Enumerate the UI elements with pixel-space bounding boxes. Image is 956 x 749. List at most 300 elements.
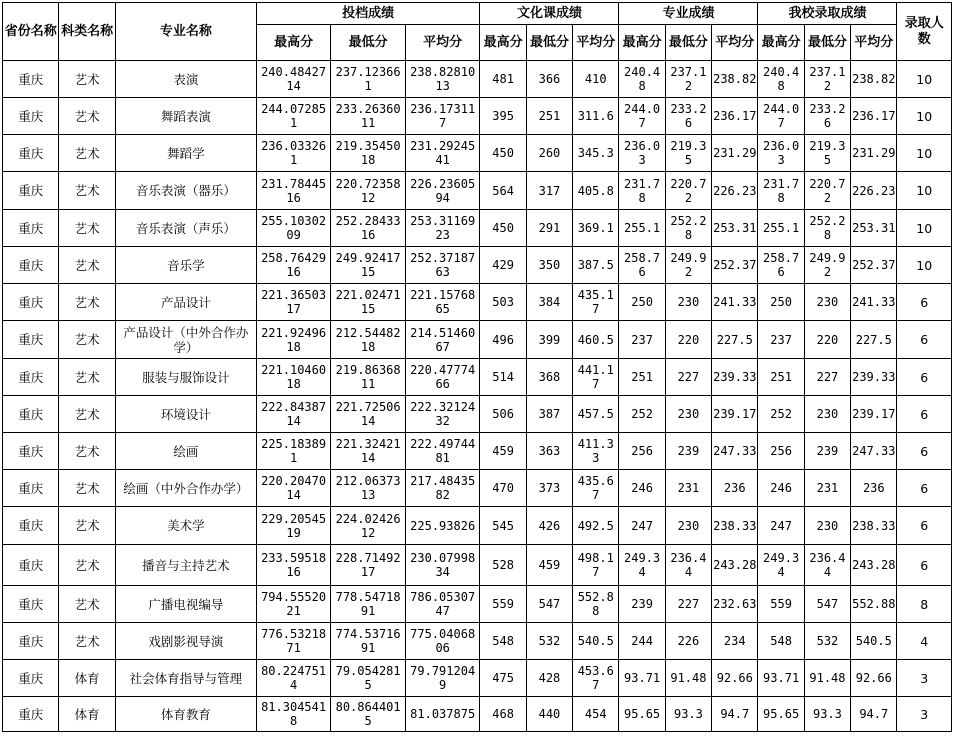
cell-culture-max: 548 (480, 623, 526, 660)
cell-major-max: 251 (619, 359, 665, 396)
cell-admit-min: 91.48 (804, 660, 850, 697)
cell-major-max: 244 (619, 623, 665, 660)
cell-admit-avg: 238.82 (851, 61, 897, 98)
header-toufang-max: 最高分 (256, 25, 331, 61)
cell-admit-avg: 92.66 (851, 660, 897, 697)
cell-admit-max: 251 (758, 359, 804, 396)
table-row (3, 507, 952, 545)
cell-toufang-avg: 81.037875 (405, 697, 480, 732)
cell-toufang-max: 221.9249618 (256, 321, 331, 359)
cell-toufang-max: 258.7642916 (256, 247, 331, 284)
cell-major-min: 239 (665, 433, 711, 470)
cell-toufang-max: 220.2047014 (256, 470, 331, 507)
cell-culture-max: 450 (480, 210, 526, 247)
cell-admit-avg: 236.17 (851, 98, 897, 135)
cell-major-min: 219.35 (665, 135, 711, 172)
cell-admit-max: 258.76 (758, 247, 804, 284)
cell-major-min: 237.12 (665, 61, 711, 98)
cell-toufang-avg: 79.7912049 (405, 660, 480, 697)
admission-score-table (2, 2, 952, 732)
cell-toufang-max: 236.033261 (256, 135, 331, 172)
cell-major-min: 230 (665, 284, 711, 321)
table-row (3, 433, 952, 470)
cell-count: 3 (897, 697, 952, 732)
cell-admit-min: 239 (804, 433, 850, 470)
cell-admit-min: 252.28 (804, 210, 850, 247)
header-admit-max: 最高分 (758, 25, 804, 61)
header-major: 专业名称 (115, 3, 256, 61)
cell-toufang-min: 212.0637313 (331, 470, 406, 507)
cell-admit-min: 233.26 (804, 98, 850, 135)
cell-toufang-min: 228.7149217 (331, 545, 406, 586)
header-admit-avg: 平均分 (851, 25, 897, 61)
cell-toufang-max: 80.2247514 (256, 660, 331, 697)
cell-category: 艺术 (59, 321, 115, 359)
table-row (3, 470, 952, 507)
cell-major: 服装与服饰设计 (115, 359, 256, 396)
cell-culture-max: 459 (480, 433, 526, 470)
cell-major-max: 236.03 (619, 135, 665, 172)
cell-admit-avg: 227.5 (851, 321, 897, 359)
table-row (3, 61, 952, 98)
header-culture-min: 最低分 (526, 25, 572, 61)
cell-culture-avg: 369.1 (573, 210, 619, 247)
cell-major: 戏剧影视导演 (115, 623, 256, 660)
cell-admit-min: 236.44 (804, 545, 850, 586)
cell-count: 6 (897, 359, 952, 396)
cell-admit-max: 559 (758, 586, 804, 623)
cell-toufang-avg: 786.0530747 (405, 586, 480, 623)
header-group-admit: 我校录取成绩 (758, 3, 897, 25)
cell-culture-max: 503 (480, 284, 526, 321)
cell-major-avg: 252.37 (712, 247, 758, 284)
cell-culture-avg: 435.67 (573, 470, 619, 507)
cell-admit-avg: 247.33 (851, 433, 897, 470)
cell-major-max: 249.34 (619, 545, 665, 586)
cell-toufang-min: 224.0242612 (331, 507, 406, 545)
table-row (3, 210, 952, 247)
cell-major-max: 239 (619, 586, 665, 623)
cell-culture-max: 564 (480, 172, 526, 210)
cell-category: 艺术 (59, 210, 115, 247)
cell-admit-min: 532 (804, 623, 850, 660)
cell-culture-avg: 405.8 (573, 172, 619, 210)
header-major-min: 最低分 (665, 25, 711, 61)
cell-admit-max: 237 (758, 321, 804, 359)
cell-major-avg: 238.82 (712, 61, 758, 98)
cell-major-min: 231 (665, 470, 711, 507)
cell-toufang-avg: 217.4843582 (405, 470, 480, 507)
cell-admit-avg: 241.33 (851, 284, 897, 321)
cell-count: 10 (897, 210, 952, 247)
cell-major-min: 220 (665, 321, 711, 359)
cell-count: 10 (897, 98, 952, 135)
cell-culture-min: 363 (526, 433, 572, 470)
cell-admit-avg: 540.5 (851, 623, 897, 660)
cell-major: 播音与主持艺术 (115, 545, 256, 586)
cell-major-min: 227 (665, 359, 711, 396)
cell-toufang-min: 80.8644015 (331, 697, 406, 732)
cell-culture-min: 440 (526, 697, 572, 732)
cell-culture-avg: 441.17 (573, 359, 619, 396)
cell-admit-max: 247 (758, 507, 804, 545)
cell-culture-max: 559 (480, 586, 526, 623)
cell-toufang-avg: 222.3212432 (405, 396, 480, 433)
cell-toufang-min: 249.9241715 (331, 247, 406, 284)
cell-admit-min: 93.3 (804, 697, 850, 732)
cell-category: 艺术 (59, 507, 115, 545)
cell-province: 重庆 (3, 623, 59, 660)
cell-count: 6 (897, 321, 952, 359)
table-row (3, 660, 952, 697)
cell-toufang-avg: 253.3116923 (405, 210, 480, 247)
cell-admit-min: 230 (804, 507, 850, 545)
cell-major-max: 244.07 (619, 98, 665, 135)
cell-culture-avg: 345.3 (573, 135, 619, 172)
cell-toufang-max: 231.7844516 (256, 172, 331, 210)
cell-toufang-max: 222.8438714 (256, 396, 331, 433)
cell-province: 重庆 (3, 586, 59, 623)
cell-major: 绘画 (115, 433, 256, 470)
cell-admit-min: 249.92 (804, 247, 850, 284)
cell-admit-min: 237.12 (804, 61, 850, 98)
cell-major-min: 220.72 (665, 172, 711, 210)
cell-category: 艺术 (59, 470, 115, 507)
cell-toufang-avg: 252.3718763 (405, 247, 480, 284)
cell-culture-max: 475 (480, 660, 526, 697)
cell-major-max: 256 (619, 433, 665, 470)
cell-toufang-min: 221.3242114 (331, 433, 406, 470)
cell-admit-max: 249.34 (758, 545, 804, 586)
cell-count: 10 (897, 247, 952, 284)
header-major-max: 最高分 (619, 25, 665, 61)
cell-major: 舞蹈学 (115, 135, 256, 172)
cell-culture-max: 395 (480, 98, 526, 135)
cell-category: 艺术 (59, 172, 115, 210)
cell-toufang-avg: 222.4974481 (405, 433, 480, 470)
cell-culture-min: 368 (526, 359, 572, 396)
cell-major-max: 250 (619, 284, 665, 321)
cell-toufang-max: 240.4842714 (256, 61, 331, 98)
cell-culture-min: 399 (526, 321, 572, 359)
table-row (3, 98, 952, 135)
cell-count: 6 (897, 284, 952, 321)
cell-admit-max: 250 (758, 284, 804, 321)
cell-toufang-avg: 230.0799834 (405, 545, 480, 586)
cell-admit-avg: 226.23 (851, 172, 897, 210)
cell-major-min: 236.44 (665, 545, 711, 586)
cell-category: 艺术 (59, 359, 115, 396)
cell-culture-max: 468 (480, 697, 526, 732)
cell-toufang-max: 776.5321871 (256, 623, 331, 660)
cell-major-avg: 94.7 (712, 697, 758, 732)
cell-toufang-avg: 220.4777466 (405, 359, 480, 396)
cell-major-min: 227 (665, 586, 711, 623)
cell-culture-max: 429 (480, 247, 526, 284)
cell-category: 艺术 (59, 545, 115, 586)
cell-culture-min: 373 (526, 470, 572, 507)
table-row (3, 697, 952, 732)
cell-major: 表演 (115, 61, 256, 98)
cell-province: 重庆 (3, 321, 59, 359)
cell-culture-max: 470 (480, 470, 526, 507)
cell-toufang-min: 237.123661 (331, 61, 406, 98)
cell-culture-avg: 411.33 (573, 433, 619, 470)
cell-category: 体育 (59, 660, 115, 697)
cell-major-max: 231.78 (619, 172, 665, 210)
cell-province: 重庆 (3, 433, 59, 470)
cell-major-max: 95.65 (619, 697, 665, 732)
cell-toufang-min: 79.0542815 (331, 660, 406, 697)
cell-major-avg: 227.5 (712, 321, 758, 359)
cell-culture-min: 291 (526, 210, 572, 247)
cell-province: 重庆 (3, 470, 59, 507)
cell-culture-min: 317 (526, 172, 572, 210)
cell-count: 10 (897, 61, 952, 98)
cell-major: 美术学 (115, 507, 256, 545)
cell-major-max: 246 (619, 470, 665, 507)
cell-admit-max: 231.78 (758, 172, 804, 210)
cell-major-max: 247 (619, 507, 665, 545)
cell-major-avg: 236.17 (712, 98, 758, 135)
cell-toufang-min: 252.2843316 (331, 210, 406, 247)
cell-culture-max: 514 (480, 359, 526, 396)
cell-toufang-avg: 225.93826 (405, 507, 480, 545)
cell-culture-avg: 552.88 (573, 586, 619, 623)
cell-culture-avg: 492.5 (573, 507, 619, 545)
cell-major: 体育教育 (115, 697, 256, 732)
cell-category: 艺术 (59, 433, 115, 470)
cell-toufang-min: 220.7235812 (331, 172, 406, 210)
cell-toufang-avg: 236.173117 (405, 98, 480, 135)
cell-toufang-max: 225.183891 (256, 433, 331, 470)
cell-province: 重庆 (3, 359, 59, 396)
cell-admit-max: 236.03 (758, 135, 804, 172)
cell-major-max: 252 (619, 396, 665, 433)
cell-toufang-min: 774.5371691 (331, 623, 406, 660)
cell-major-max: 240.48 (619, 61, 665, 98)
cell-count: 6 (897, 433, 952, 470)
cell-admit-avg: 231.29 (851, 135, 897, 172)
table-row (3, 284, 952, 321)
cell-admit-min: 230 (804, 284, 850, 321)
cell-province: 重庆 (3, 210, 59, 247)
cell-province: 重庆 (3, 697, 59, 732)
cell-major-avg: 239.33 (712, 359, 758, 396)
table-row (3, 172, 952, 210)
cell-culture-avg: 460.5 (573, 321, 619, 359)
cell-major-avg: 241.33 (712, 284, 758, 321)
cell-province: 重庆 (3, 660, 59, 697)
cell-province: 重庆 (3, 135, 59, 172)
cell-category: 艺术 (59, 247, 115, 284)
cell-admit-max: 252 (758, 396, 804, 433)
cell-admit-min: 230 (804, 396, 850, 433)
cell-count: 4 (897, 623, 952, 660)
cell-admit-max: 246 (758, 470, 804, 507)
cell-major-avg: 232.63 (712, 586, 758, 623)
cell-major-avg: 243.28 (712, 545, 758, 586)
table-row (3, 586, 952, 623)
cell-major-max: 93.71 (619, 660, 665, 697)
cell-category: 艺术 (59, 586, 115, 623)
cell-culture-min: 547 (526, 586, 572, 623)
header-group-toufang: 投档成绩 (256, 3, 480, 25)
header-toufang-min: 最低分 (331, 25, 406, 61)
cell-count: 10 (897, 172, 952, 210)
cell-culture-avg: 540.5 (573, 623, 619, 660)
cell-category: 艺术 (59, 135, 115, 172)
cell-major: 音乐学 (115, 247, 256, 284)
cell-toufang-avg: 775.0406806 (405, 623, 480, 660)
cell-major: 产品设计（中外合作办学） (115, 321, 256, 359)
cell-toufang-avg: 221.1576865 (405, 284, 480, 321)
cell-category: 艺术 (59, 61, 115, 98)
cell-major-avg: 236 (712, 470, 758, 507)
table-row (3, 545, 952, 586)
cell-toufang-min: 212.5448218 (331, 321, 406, 359)
cell-admit-min: 220 (804, 321, 850, 359)
cell-culture-avg: 498.17 (573, 545, 619, 586)
cell-culture-max: 545 (480, 507, 526, 545)
cell-major-min: 230 (665, 507, 711, 545)
cell-count: 3 (897, 660, 952, 697)
header-group-major: 专业成绩 (619, 3, 758, 25)
cell-admit-avg: 243.28 (851, 545, 897, 586)
cell-province: 重庆 (3, 396, 59, 433)
cell-major: 社会体育指导与管理 (115, 660, 256, 697)
cell-toufang-max: 81.3045418 (256, 697, 331, 732)
cell-major-max: 237 (619, 321, 665, 359)
cell-culture-min: 260 (526, 135, 572, 172)
cell-culture-min: 459 (526, 545, 572, 586)
table-body (3, 61, 952, 732)
cell-toufang-min: 221.0247115 (331, 284, 406, 321)
cell-toufang-max: 229.2054519 (256, 507, 331, 545)
cell-culture-avg: 435.17 (573, 284, 619, 321)
cell-culture-min: 366 (526, 61, 572, 98)
cell-toufang-max: 221.1046018 (256, 359, 331, 396)
cell-toufang-max: 221.3650317 (256, 284, 331, 321)
cell-count: 8 (897, 586, 952, 623)
cell-major-min: 252.28 (665, 210, 711, 247)
cell-toufang-min: 233.2636011 (331, 98, 406, 135)
cell-culture-min: 251 (526, 98, 572, 135)
cell-toufang-min: 778.5471891 (331, 586, 406, 623)
cell-major-min: 226 (665, 623, 711, 660)
header-toufang-avg: 平均分 (405, 25, 480, 61)
cell-culture-max: 528 (480, 545, 526, 586)
cell-major-avg: 247.33 (712, 433, 758, 470)
cell-major: 舞蹈表演 (115, 98, 256, 135)
cell-category: 艺术 (59, 396, 115, 433)
cell-count: 6 (897, 545, 952, 586)
cell-major: 绘画（中外合作办学） (115, 470, 256, 507)
cell-culture-min: 532 (526, 623, 572, 660)
cell-admit-avg: 94.7 (851, 697, 897, 732)
cell-toufang-avg: 214.5146067 (405, 321, 480, 359)
cell-major-min: 249.92 (665, 247, 711, 284)
table-row (3, 321, 952, 359)
header-major-avg: 平均分 (712, 25, 758, 61)
cell-major-avg: 234 (712, 623, 758, 660)
cell-culture-min: 384 (526, 284, 572, 321)
header-category: 科类名称 (59, 3, 115, 61)
cell-count: 6 (897, 507, 952, 545)
cell-major-min: 93.3 (665, 697, 711, 732)
cell-culture-max: 450 (480, 135, 526, 172)
cell-count: 6 (897, 396, 952, 433)
cell-culture-avg: 410 (573, 61, 619, 98)
cell-admit-max: 548 (758, 623, 804, 660)
cell-toufang-max: 794.5552021 (256, 586, 331, 623)
cell-admit-avg: 239.17 (851, 396, 897, 433)
cell-admit-avg: 236 (851, 470, 897, 507)
table-row (3, 396, 952, 433)
table-row (3, 623, 952, 660)
cell-toufang-avg: 231.2924541 (405, 135, 480, 172)
header-admit-min: 最低分 (804, 25, 850, 61)
cell-count: 10 (897, 135, 952, 172)
cell-toufang-max: 233.5951816 (256, 545, 331, 586)
cell-major-avg: 231.29 (712, 135, 758, 172)
header-culture-avg: 平均分 (573, 25, 619, 61)
cell-culture-max: 481 (480, 61, 526, 98)
cell-major: 产品设计 (115, 284, 256, 321)
cell-toufang-min: 221.7250614 (331, 396, 406, 433)
cell-major: 环境设计 (115, 396, 256, 433)
cell-culture-min: 426 (526, 507, 572, 545)
cell-major-min: 230 (665, 396, 711, 433)
cell-admit-max: 95.65 (758, 697, 804, 732)
cell-admit-min: 547 (804, 586, 850, 623)
cell-admit-avg: 238.33 (851, 507, 897, 545)
header-culture-max: 最高分 (480, 25, 526, 61)
cell-culture-min: 428 (526, 660, 572, 697)
cell-major-avg: 226.23 (712, 172, 758, 210)
cell-admit-max: 244.07 (758, 98, 804, 135)
cell-admit-avg: 552.88 (851, 586, 897, 623)
cell-category: 艺术 (59, 284, 115, 321)
cell-toufang-avg: 238.8281013 (405, 61, 480, 98)
cell-admit-max: 255.1 (758, 210, 804, 247)
header-province: 省份名称 (3, 3, 59, 61)
cell-count: 6 (897, 470, 952, 507)
table-row (3, 135, 952, 172)
cell-province: 重庆 (3, 545, 59, 586)
cell-toufang-min: 219.8636811 (331, 359, 406, 396)
cell-admit-avg: 253.31 (851, 210, 897, 247)
cell-major: 音乐表演（声乐） (115, 210, 256, 247)
cell-culture-max: 496 (480, 321, 526, 359)
cell-culture-avg: 311.6 (573, 98, 619, 135)
cell-province: 重庆 (3, 61, 59, 98)
cell-admit-min: 220.72 (804, 172, 850, 210)
cell-major-avg: 253.31 (712, 210, 758, 247)
cell-culture-avg: 454 (573, 697, 619, 732)
table-row (3, 247, 952, 284)
cell-category: 体育 (59, 697, 115, 732)
header-count: 录取人数 (897, 3, 952, 61)
cell-culture-max: 506 (480, 396, 526, 433)
cell-major-avg: 92.66 (712, 660, 758, 697)
cell-toufang-max: 255.1030209 (256, 210, 331, 247)
table-row (3, 359, 952, 396)
cell-major-min: 91.48 (665, 660, 711, 697)
cell-category: 艺术 (59, 98, 115, 135)
cell-province: 重庆 (3, 172, 59, 210)
cell-major: 音乐表演（器乐） (115, 172, 256, 210)
